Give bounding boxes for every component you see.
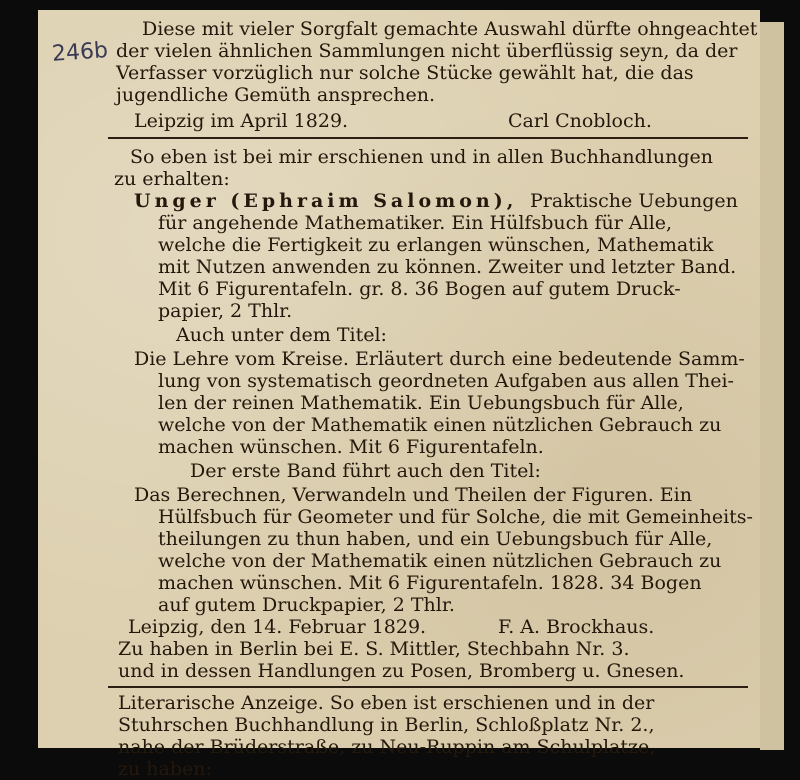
ad2-desc2-line-1: Die Lehre vom Kreise. Erläutert durch eine bedeutende Samm- [134, 348, 745, 370]
ad2-desc3-line-3: theilungen zu thun haben, und ein Uebungsbuch für Alle, [158, 528, 713, 550]
ad2-desc3-line-5: machen wünschen. Mit 6 Figurentafeln. 1828. 34 Bogen [158, 572, 702, 594]
ad2-signature-place-date: Leipzig, den 14. Februar 1829. [128, 616, 427, 638]
ad2-desc3-line-2: Hülfsbuch für Geometer und für Solche, die mit Gemeinheits- [158, 506, 753, 528]
ad2-desc2-line-5: machen wünschen. Mit 6 Figurentafeln. [158, 436, 544, 458]
ad2-desc3-line-1: Das Berechnen, Verwandeln und Theilen der Figuren. Ein [134, 484, 692, 506]
ad2-desc1-line-3: mit Nutzen anwenden zu können. Zweiter und letzter Band. [158, 256, 737, 278]
signature1-name: Carl Cnobloch. [508, 110, 652, 132]
intro-line-4: jugendliche Gemüth ansprechen. [116, 84, 436, 106]
ad2-author-rest: Praktische Uebungen [530, 190, 738, 212]
ad2-line-1: So eben ist bei mir erschienen und in allen Buchhandlungen [130, 146, 713, 168]
ad2-desc1-line-1: für angehende Mathematiker. Ein Hülfsbuch für Alle, [158, 212, 673, 234]
ad2-signature-name: F. A. Brockhaus. [498, 616, 655, 638]
paper-edge-behind [760, 22, 784, 750]
ad2-line-2: zu erhalten: [114, 168, 230, 190]
ad2-desc1-line-2: welche die Fertigkeit zu erlangen wünschen, Mathematik [158, 234, 714, 256]
divider-1 [108, 137, 748, 139]
intro-line-3: Verfasser vorzüglich nur solche Stücke gewählt hat, die das [116, 62, 694, 84]
ad2-desc1-line-4: Mit 6 Figurentafeln. gr. 8. 36 Bogen auf gutem Druck- [158, 278, 681, 300]
signature1-place-date: Leipzig im April 1829. [134, 110, 349, 132]
newspaper-clipping [38, 10, 760, 780]
ad2-desc2-line-2: lung von systematisch geordneten Aufgaben aus allen Thei- [158, 370, 734, 392]
ad2-berlin-line-1: Zu haben in Berlin bei E. S. Mittler, Stechbahn Nr. 3. [118, 638, 630, 660]
ad3-line-1: Literarische Anzeige. So eben ist erschienen und in der [118, 692, 655, 714]
ad3-line-2: Stuhrschen Buchhandlung in Berlin, Schloßplatz Nr. 2., [118, 714, 655, 736]
ad2-desc3-line-6: auf gutem Druckpapier, 2 Thlr. [158, 594, 455, 616]
ad2-desc2-line-3: len der reinen Mathematik. Ein Uebungsbuch für Alle, [158, 392, 684, 414]
divider-2 [108, 686, 748, 688]
ad2-subtitle-intro-1: Auch unter dem Titel: [176, 324, 387, 346]
ad3-line-4: zu haben: [118, 758, 212, 780]
intro-line-2: der vielen ähnlichen Sammlungen nicht überflüssig seyn, da der [116, 40, 738, 62]
ad2-berlin-line-2: und in dessen Handlungen zu Posen, Bromberg u. Gnesen. [118, 660, 685, 682]
ad2-desc2-line-4: welche von der Mathematik einen nützlichen Gebrauch zu [158, 414, 722, 436]
pencil-annotation: 246b [51, 38, 109, 67]
ad2-subtitle-intro-2: Der erste Band führt auch den Titel: [190, 460, 541, 482]
ad2-desc3-line-4: welche von der Mathematik einen nützlichen Gebrauch zu [158, 550, 722, 572]
ad2-author: Unger (Ephraim Salomon), [134, 190, 518, 212]
intro-line-1: Diese mit vieler Sorgfalt gemachte Auswahl dürfte ohngeachtet [142, 18, 758, 40]
ad2-desc1-line-5: papier, 2 Thlr. [158, 300, 293, 322]
ad3-line-3: nahe der Brüderstraße, zu Neu-Ruppin am Schulplatze, [118, 736, 656, 758]
